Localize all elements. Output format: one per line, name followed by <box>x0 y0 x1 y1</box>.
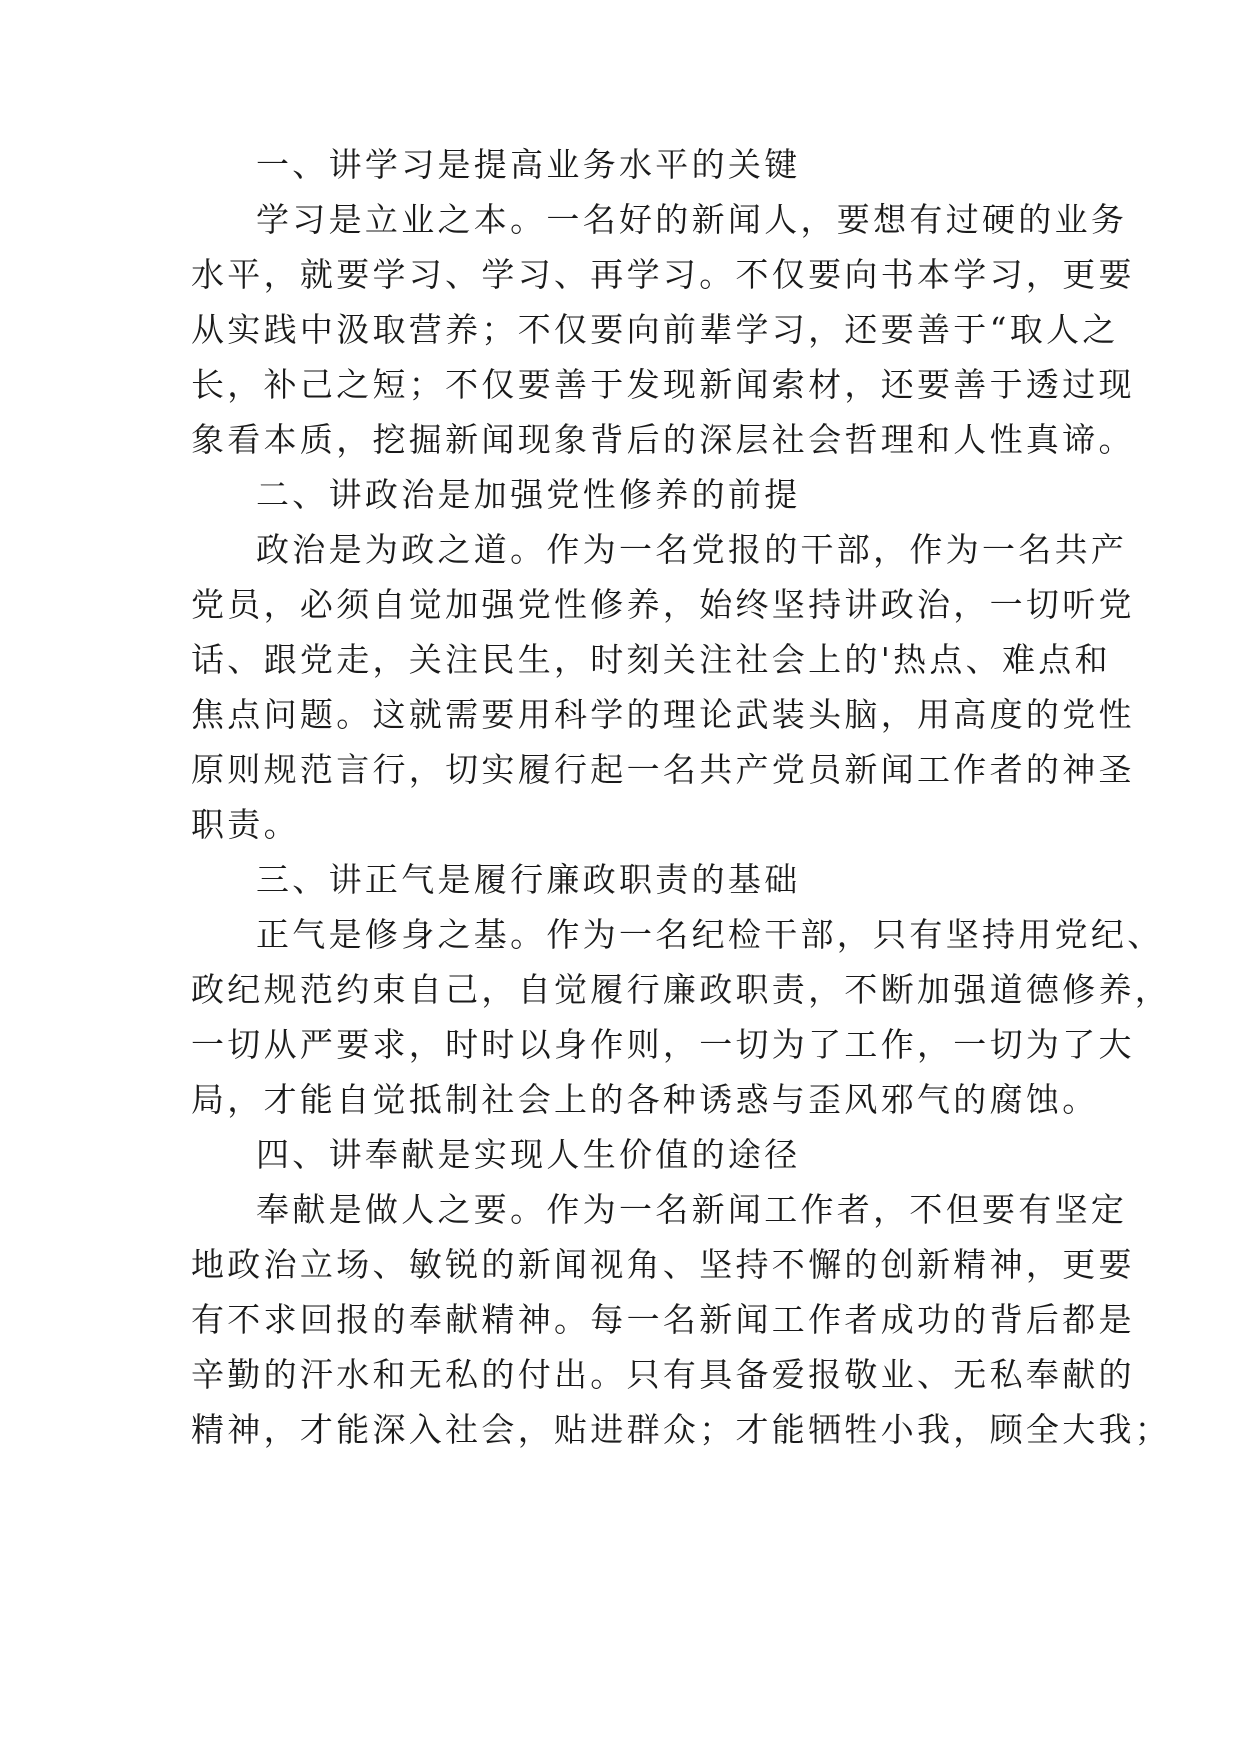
paragraph-line: 原则规范言行，切实履行起一名共产党员新闻工作者的神圣 <box>191 750 1135 789</box>
heading-section-3: 三、讲正气是履行廉政职责的基础 <box>256 860 801 899</box>
paragraph-line: 职责。 <box>191 805 300 844</box>
paragraph-line: 局，才能自觉抵制社会上的各种诱惑与歪风邪气的腐蚀。 <box>191 1080 1099 1119</box>
paragraph-line: 一切从严要求，时时以身作则，一切为了工作，一切为了大 <box>191 1025 1135 1064</box>
heading-section-2: 二、讲政治是加强党性修养的前提 <box>256 475 801 514</box>
paragraph-line: 水平，就要学习、学习、再学习。不仅要向书本学习，更要 <box>191 255 1135 294</box>
paragraph-line: 奉献是做人之要。作为一名新闻工作者，不但要有坚定 <box>256 1190 1128 1229</box>
paragraph-line: 象看本质，挖掘新闻现象背后的深层社会哲理和人性真谛。 <box>191 420 1135 459</box>
paragraph-line: 话、跟党走，关注民生，时刻关注社会上的'热点、难点和 <box>191 640 1111 679</box>
heading-section-4: 四、讲奉献是实现人生价值的途径 <box>256 1135 801 1174</box>
paragraph-line: 有不求回报的奉献精神。每一名新闻工作者成功的背后都是 <box>191 1300 1135 1339</box>
paragraph-line: 辛勤的汗水和无私的付出。只有具备爱报敬业、无私奉献的 <box>191 1355 1135 1394</box>
paragraph-line: 焦点问题。这就需要用科学的理论武装头脑，用高度的党性 <box>191 695 1135 734</box>
paragraph-line: 学习是立业之本。一名好的新闻人，要想有过硬的业务 <box>256 200 1128 239</box>
paragraph-line: 长，补己之短；不仅要善于发现新闻索材，还要善于透过现 <box>191 365 1135 404</box>
heading-section-1: 一、讲学习是提高业务水平的关键 <box>256 145 801 184</box>
paragraph-line: 正气是修身之基。作为一名纪检干部，只有坚持用党纪、 <box>256 915 1164 954</box>
paragraph-line: 党员，必须自觉加强党性修养，始终坚持讲政治，一切听党 <box>191 585 1135 624</box>
paragraph-line: 地政治立场、敏锐的新闻视角、坚持不懈的创新精神，更要 <box>191 1245 1135 1284</box>
paragraph-line: 政治是为政之道。作为一名党报的干部，作为一名共产 <box>256 530 1128 569</box>
paragraph-line: 精神，才能深入社会，贴进群众；才能牺牲小我，顾全大我； <box>191 1410 1172 1449</box>
paragraph-line: 从实践中汲取营养；不仅要向前辈学习，还要善于“取人之 <box>191 310 1119 349</box>
paragraph-line: 政纪规范约束自己，自觉履行廉政职责，不断加强道德修养， <box>191 970 1172 1009</box>
